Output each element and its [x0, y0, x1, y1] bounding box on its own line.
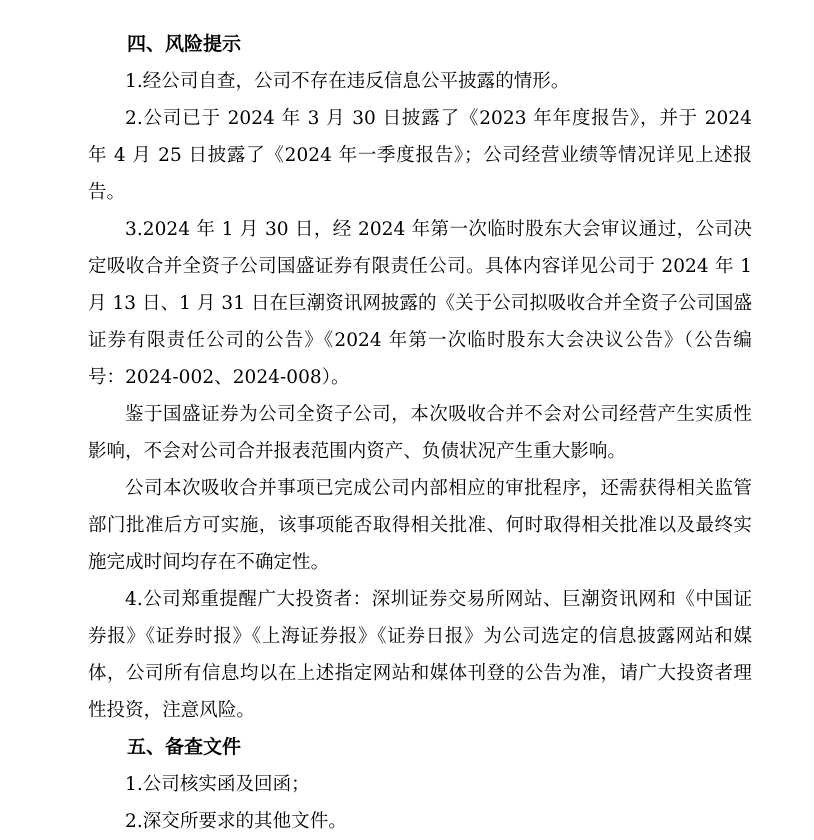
section-heading-reference-documents: 五、备查文件	[127, 736, 242, 758]
reference-item: 2.深交所要求的其他文件。	[125, 811, 347, 832]
paragraph-merger-impact: 鉴于国盛证券为公司全资子公司，本次吸收合并不会对公司经营产生实质性影响，不会对公司合并报表范围内资产、负债状况产生重大影响。	[88, 404, 752, 462]
document-page	[88, 26, 752, 840]
paragraph-self-check: 1.经公司自查，公司不存在违反信息公平披露的情形。	[125, 71, 570, 92]
paragraph-merger: 3.2024 年 1 月 30 日，经 2024 年第一次临时股东大会审议通过，公司决定吸收合并全资子公司国盛证券有限责任公司。具体内容详见公司于 2024 年 1 月 13 日、1 月 31 日在巨潮资讯网披露的《关于公司拟吸收合并全资子公司国盛证券有限责任公司的公告》《2024 年第一次临时股东大会决议公告》（公告编号：2024-002、2024-008）。	[88, 219, 752, 388]
reference-item: 1.公司核实函及回函；	[125, 774, 310, 795]
section-heading-risk-warning: 四、风险提示	[127, 33, 242, 55]
paragraph-investor-reminder: 4.公司郑重提醒广大投资者：深圳证券交易所网站、巨潮资讯网和《中国证券报》《证券时报》《上海证券报》《证券日报》为公司选定的信息披露网站和媒体，公司所有信息均以在上述指定网站和媒体刊登的公告为准，请广大投资者理性投资，注意风险。	[88, 589, 752, 721]
paragraph-reports: 2.公司已于 2024 年 3 月 30 日披露了《2023 年年度报告》，并于 2024 年 4 月 25 日披露了《2024 年一季度报告》；公司经营业绩等情况详见上述报告。	[88, 108, 752, 203]
paragraph-merger-approval: 公司本次吸收合并事项已完成公司内部相应的审批程序，还需获得相关监管部门批准后方可实施，该事项能否取得相关批准、何时取得相关批准以及最终实施完成时间均存在不确定性。	[88, 478, 752, 573]
